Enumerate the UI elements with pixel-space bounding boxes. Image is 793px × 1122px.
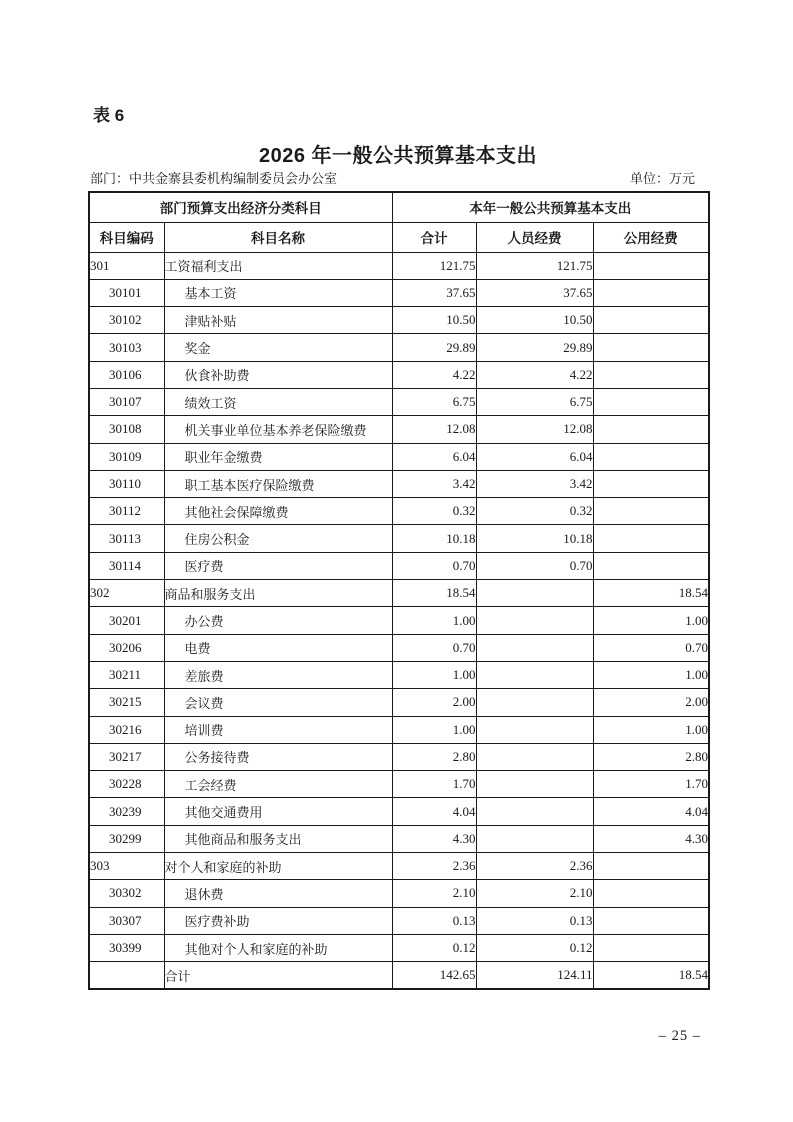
table-row [89, 634, 709, 661]
cell-personnel: 3.42 [476, 470, 593, 497]
table-row [89, 825, 709, 852]
cell-public [593, 334, 709, 361]
cell-code: 303 [89, 853, 164, 880]
cell-personnel: 10.50 [476, 307, 593, 334]
cell-personnel [476, 771, 593, 798]
table-label: 表 6 [93, 106, 125, 125]
cell-public [593, 279, 709, 306]
cell-total: 37.65 [392, 279, 476, 306]
cell-name: 医疗费 [164, 552, 392, 579]
cell-public [593, 361, 709, 388]
cell-public [593, 252, 709, 279]
cell-code: 30215 [89, 689, 164, 716]
cell-code: 30101 [89, 279, 164, 306]
cell-public: 4.04 [593, 798, 709, 825]
table-row [89, 416, 709, 443]
table-row [89, 743, 709, 770]
cell-personnel: 6.04 [476, 443, 593, 470]
header-personnel-funds: 人员经费 [476, 222, 593, 252]
cell-personnel: 12.08 [476, 416, 593, 443]
cell-code: 301 [89, 252, 164, 279]
cell-total: 1.70 [392, 771, 476, 798]
cell-name: 培训费 [164, 716, 392, 743]
cell-public: 1.70 [593, 771, 709, 798]
department-label: 部门：中共金寨县委机构编制委员会办公室 [90, 171, 338, 186]
table-row [89, 470, 709, 497]
cell-name: 其他对个人和家庭的补助 [164, 934, 392, 961]
cell-total: 18.54 [392, 580, 476, 607]
cell-name: 奖金 [164, 334, 392, 361]
cell-public [593, 525, 709, 552]
cell-personnel [476, 661, 593, 688]
cell-code [89, 962, 164, 989]
table-row [89, 252, 709, 279]
cell-personnel [476, 716, 593, 743]
cell-public: 2.00 [593, 689, 709, 716]
cell-public [593, 907, 709, 934]
cell-personnel: 121.75 [476, 252, 593, 279]
cell-personnel: 10.18 [476, 525, 593, 552]
cell-name: 电费 [164, 634, 392, 661]
cell-name: 医疗费补助 [164, 907, 392, 934]
cell-name: 其他交通费用 [164, 798, 392, 825]
cell-personnel: 0.32 [476, 498, 593, 525]
cell-personnel: 2.36 [476, 853, 593, 880]
cell-public [593, 853, 709, 880]
cell-total: 1.00 [392, 661, 476, 688]
cell-personnel: 0.70 [476, 552, 593, 579]
cell-total: 3.42 [392, 470, 476, 497]
cell-total: 6.75 [392, 388, 476, 415]
cell-name: 差旅费 [164, 661, 392, 688]
table-row [89, 962, 709, 989]
table-row [89, 771, 709, 798]
cell-name: 工会经费 [164, 771, 392, 798]
cell-total: 12.08 [392, 416, 476, 443]
table-row [89, 607, 709, 634]
cell-personnel: 0.12 [476, 934, 593, 961]
cell-total: 0.32 [392, 498, 476, 525]
header-subject-name: 科目名称 [164, 222, 392, 252]
cell-name: 对个人和家庭的补助 [164, 853, 392, 880]
table-row [89, 580, 709, 607]
table-row [89, 552, 709, 579]
table-row [89, 798, 709, 825]
table-row [89, 307, 709, 334]
cell-code: 30302 [89, 880, 164, 907]
cell-name: 合计 [164, 962, 392, 989]
cell-code: 30107 [89, 388, 164, 415]
cell-public: 18.54 [593, 580, 709, 607]
cell-public [593, 880, 709, 907]
cell-total: 6.04 [392, 443, 476, 470]
cell-total: 10.50 [392, 307, 476, 334]
cell-public: 18.54 [593, 962, 709, 989]
cell-personnel [476, 798, 593, 825]
cell-total: 0.70 [392, 552, 476, 579]
page-number: – 25 – [658, 1028, 701, 1044]
page-title: 2026 年一般公共预算基本支出 [258, 145, 538, 167]
header-basic-expenditure: 本年一般公共预算基本支出 [392, 192, 709, 222]
cell-code: 302 [89, 580, 164, 607]
cell-code: 30307 [89, 907, 164, 934]
cell-total: 0.13 [392, 907, 476, 934]
cell-personnel: 2.10 [476, 880, 593, 907]
table-row [89, 498, 709, 525]
cell-name: 公务接待费 [164, 743, 392, 770]
table-row [89, 853, 709, 880]
cell-total: 4.04 [392, 798, 476, 825]
table-row [89, 716, 709, 743]
header-total: 合计 [392, 222, 476, 252]
cell-name: 会议费 [164, 689, 392, 716]
cell-code: 30102 [89, 307, 164, 334]
table-row [89, 880, 709, 907]
table-row [89, 279, 709, 306]
cell-name: 伙食补助费 [164, 361, 392, 388]
cell-name: 基本工资 [164, 279, 392, 306]
cell-personnel [476, 689, 593, 716]
budget-table [88, 191, 710, 990]
cell-personnel [476, 743, 593, 770]
cell-code: 30112 [89, 498, 164, 525]
cell-name: 职工基本医疗保险缴费 [164, 470, 392, 497]
cell-public: 4.30 [593, 825, 709, 852]
cell-total: 2.80 [392, 743, 476, 770]
cell-public [593, 388, 709, 415]
cell-name: 工资福利支出 [164, 252, 392, 279]
header-subject-code: 科目编码 [89, 222, 164, 252]
cell-total: 2.36 [392, 853, 476, 880]
cell-name: 绩效工资 [164, 388, 392, 415]
cell-total: 0.70 [392, 634, 476, 661]
cell-total: 1.00 [392, 716, 476, 743]
table-row [89, 334, 709, 361]
cell-code: 30113 [89, 525, 164, 552]
table-body [89, 252, 709, 989]
cell-personnel: 37.65 [476, 279, 593, 306]
cell-code: 30201 [89, 607, 164, 634]
cell-name: 机关事业单位基本养老保险缴费 [164, 416, 392, 443]
cell-code: 30206 [89, 634, 164, 661]
cell-total: 10.18 [392, 525, 476, 552]
table-row [89, 689, 709, 716]
cell-public [593, 416, 709, 443]
cell-total: 4.30 [392, 825, 476, 852]
cell-personnel: 4.22 [476, 361, 593, 388]
cell-code: 30228 [89, 771, 164, 798]
cell-public [593, 934, 709, 961]
cell-code: 30239 [89, 798, 164, 825]
header-economic-classification: 部门预算支出经济分类科目 [89, 192, 392, 222]
cell-public [593, 498, 709, 525]
cell-personnel [476, 634, 593, 661]
cell-total: 4.22 [392, 361, 476, 388]
cell-code: 30211 [89, 661, 164, 688]
cell-name: 津贴补贴 [164, 307, 392, 334]
table-row [89, 661, 709, 688]
cell-total: 2.10 [392, 880, 476, 907]
cell-total: 1.00 [392, 607, 476, 634]
cell-public [593, 307, 709, 334]
table-row [89, 361, 709, 388]
cell-code: 30110 [89, 470, 164, 497]
cell-public: 0.70 [593, 634, 709, 661]
cell-code: 30299 [89, 825, 164, 852]
cell-code: 30103 [89, 334, 164, 361]
cell-code: 30109 [89, 443, 164, 470]
cell-personnel: 0.13 [476, 907, 593, 934]
cell-personnel: 124.11 [476, 962, 593, 989]
cell-public: 1.00 [593, 607, 709, 634]
cell-public: 2.80 [593, 743, 709, 770]
cell-personnel: 6.75 [476, 388, 593, 415]
cell-name: 退休费 [164, 880, 392, 907]
table-row [89, 443, 709, 470]
cell-total: 29.89 [392, 334, 476, 361]
header-group-row [89, 192, 709, 222]
cell-code: 30114 [89, 552, 164, 579]
cell-name: 商品和服务支出 [164, 580, 392, 607]
unit-label: 单位：万元 [629, 171, 695, 186]
cell-name: 住房公积金 [164, 525, 392, 552]
table-row [89, 525, 709, 552]
cell-name: 其他社会保障缴费 [164, 498, 392, 525]
cell-public: 1.00 [593, 661, 709, 688]
header-public-funds: 公用经费 [593, 222, 709, 252]
header-columns-row [89, 222, 709, 252]
cell-code: 30216 [89, 716, 164, 743]
cell-code: 30106 [89, 361, 164, 388]
cell-personnel [476, 825, 593, 852]
cell-personnel: 29.89 [476, 334, 593, 361]
table-row [89, 388, 709, 415]
cell-code: 30108 [89, 416, 164, 443]
cell-personnel [476, 580, 593, 607]
cell-total: 142.65 [392, 962, 476, 989]
cell-total: 0.12 [392, 934, 476, 961]
cell-code: 30217 [89, 743, 164, 770]
meta-row [90, 168, 695, 187]
cell-name: 其他商品和服务支出 [164, 825, 392, 852]
cell-code: 30399 [89, 934, 164, 961]
table-row [89, 934, 709, 961]
table-row [89, 907, 709, 934]
cell-name: 职业年金缴费 [164, 443, 392, 470]
cell-name: 办公费 [164, 607, 392, 634]
cell-public [593, 443, 709, 470]
cell-total: 2.00 [392, 689, 476, 716]
cell-public: 1.00 [593, 716, 709, 743]
cell-public [593, 552, 709, 579]
cell-personnel [476, 607, 593, 634]
cell-public [593, 470, 709, 497]
cell-total: 121.75 [392, 252, 476, 279]
